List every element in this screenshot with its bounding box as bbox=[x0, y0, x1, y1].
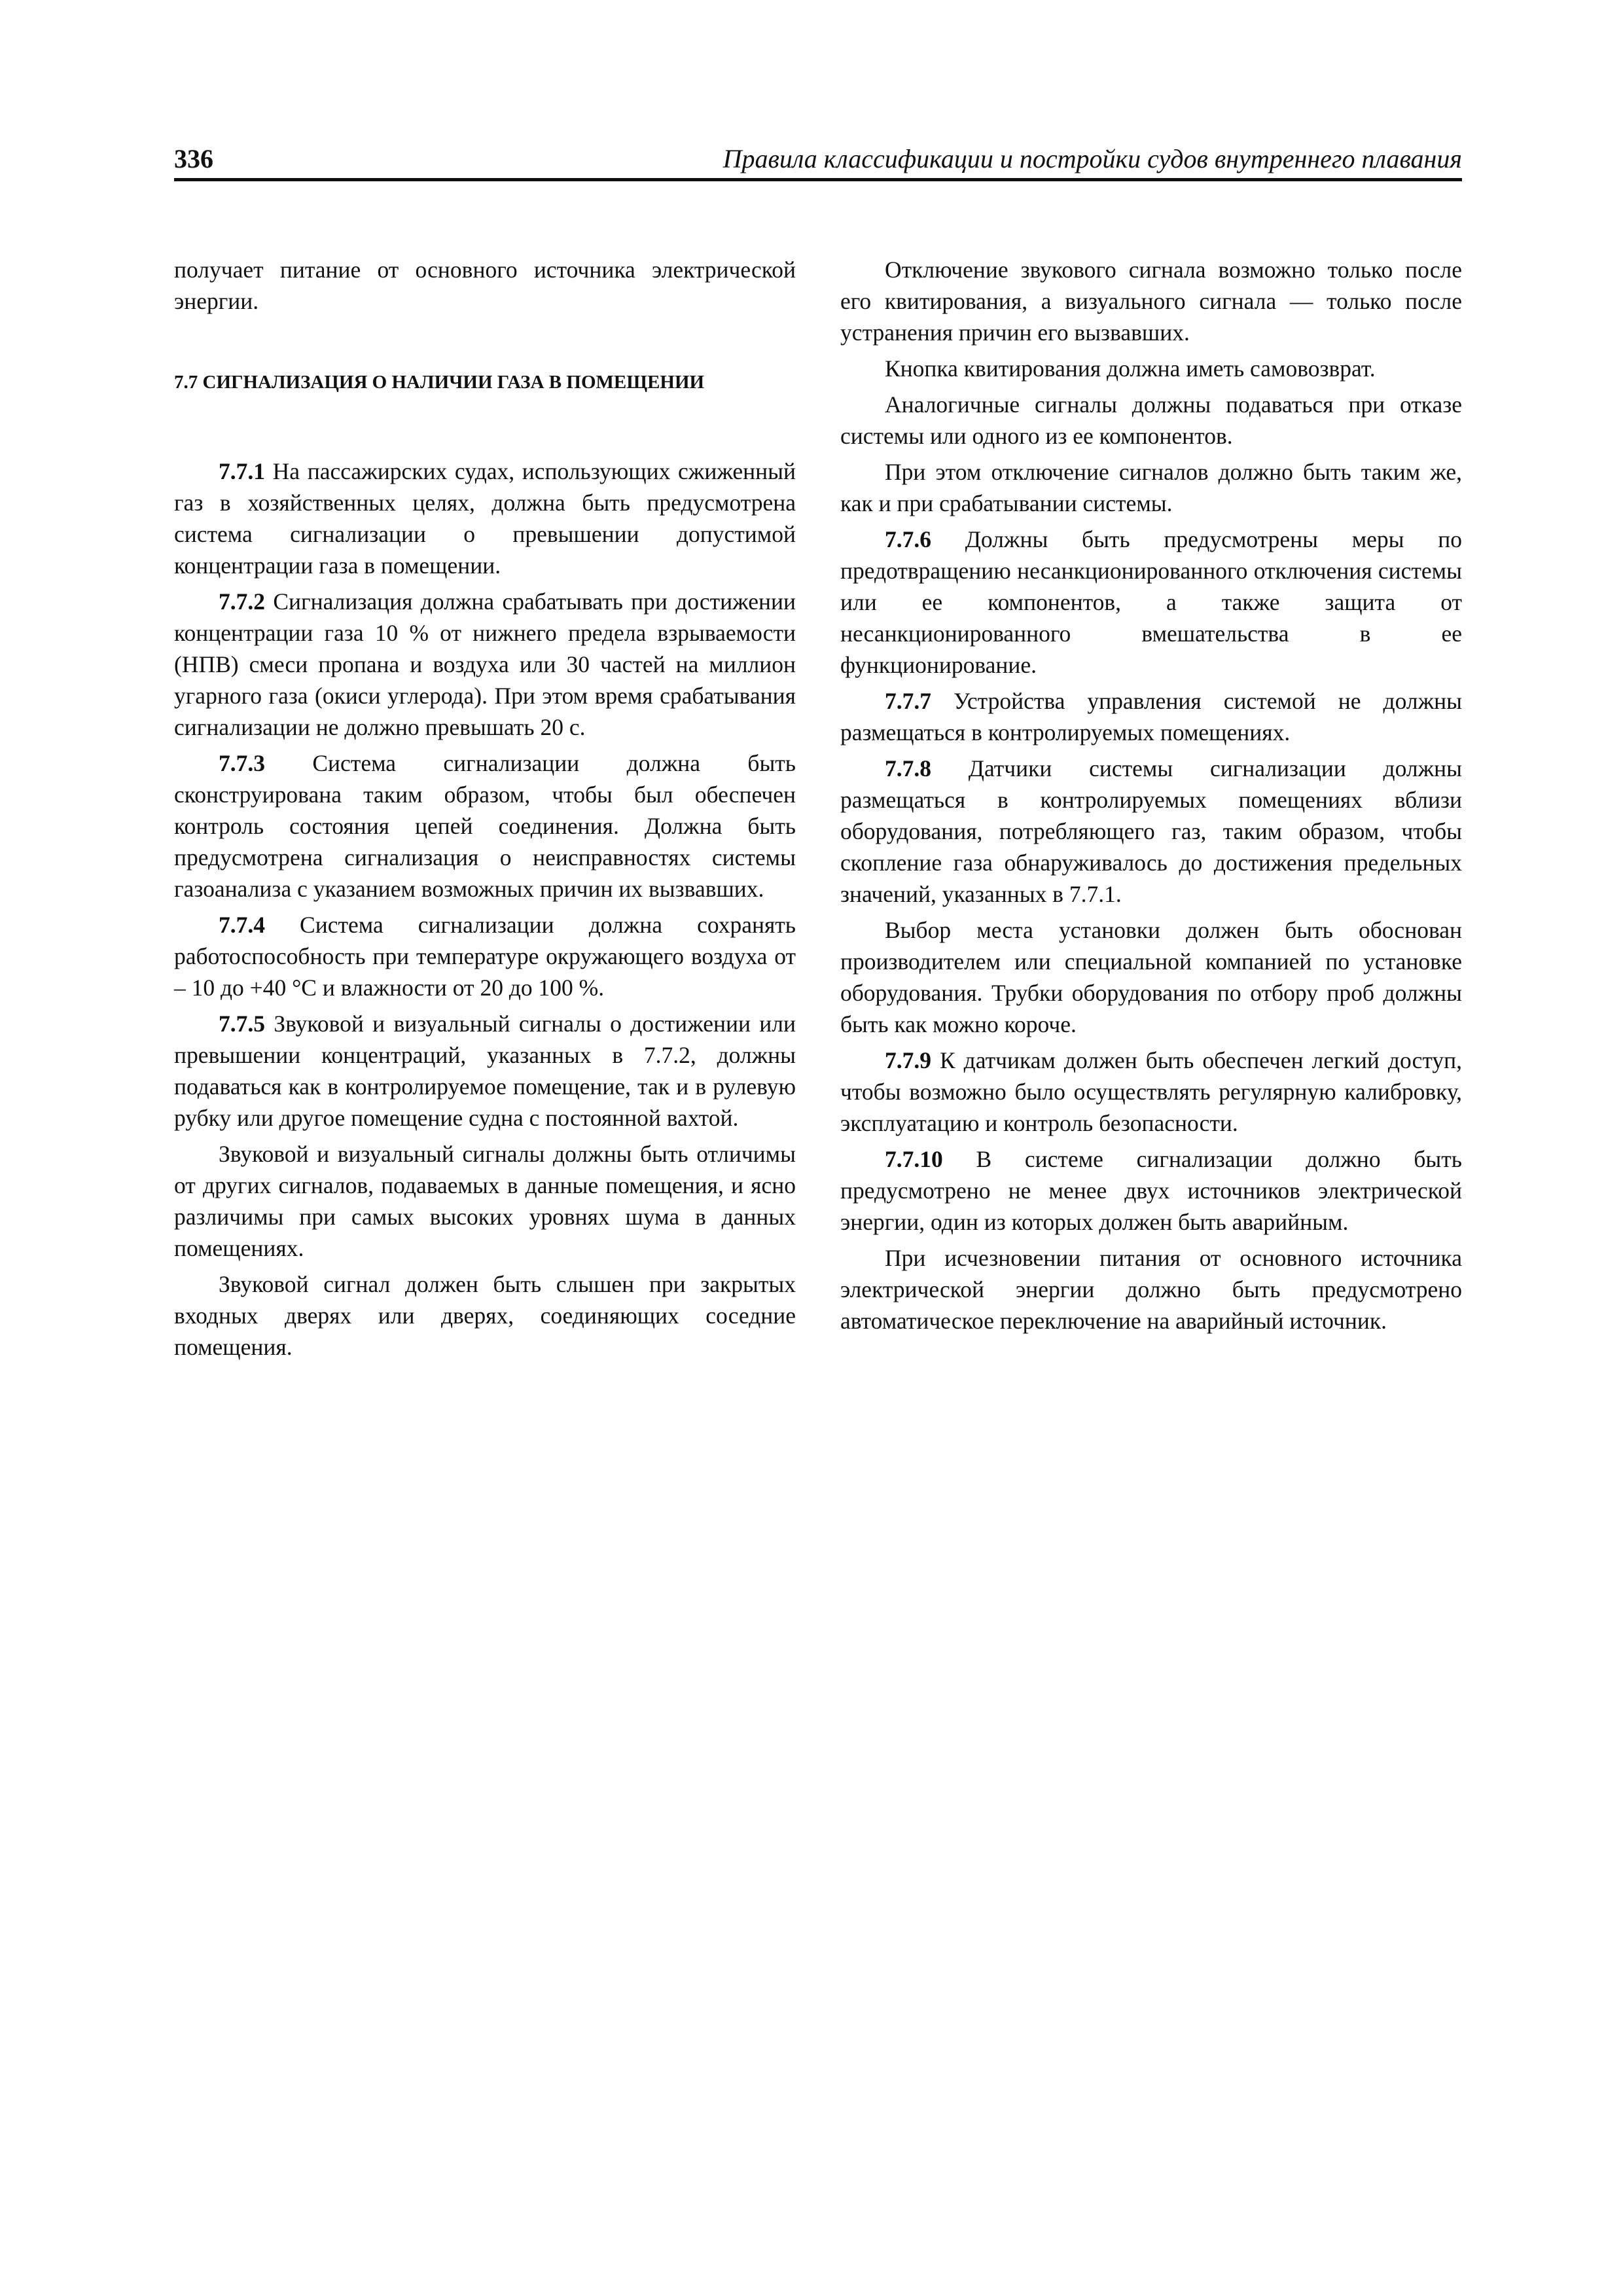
clause-text: Должны быть предусмотрены меры по предотвращению несанкционированного отключения системы или ее компонентов, а также защита от несанкционированного вмешательства в ее функционирование. bbox=[840, 526, 1462, 678]
clause-text: Система сигнализации должна сохранять работоспособность при температуре окружающего воздуха от – 10 до +40 °С и влажности от 20 до 100 %. bbox=[174, 912, 796, 1001]
clause-text: Звуковой и визуальный сигналы о достижении или превышении концентраций, указанных в 7.7.2, должны подаваться как в контролируемое помещение, так и в рулевую рубку или другое помещение судна с постоянной вахтой. bbox=[174, 1011, 796, 1131]
page-header bbox=[174, 145, 1462, 181]
paragraph-power-loss: При исчезновении питания от основного источника электрической энергии должно быть предусмотрено автоматическое переключение на аварийный источник. bbox=[840, 1245, 1462, 1334]
clause-number: 7.7.10 bbox=[885, 1146, 943, 1172]
left-column bbox=[174, 254, 796, 1367]
paragraph-7-7-9 bbox=[840, 1045, 1462, 1139]
paragraph-ack-button: Кнопка квитирования должна иметь самовозврат. bbox=[885, 355, 1376, 382]
paragraph-location-choice: Выбор места установки должен быть обоснован производителем или специальной компанией по установке оборудования. Трубки оборудования по отбору проб должны быть как можно короче. bbox=[840, 917, 1462, 1037]
clause-number: 7.7.5 bbox=[219, 1011, 265, 1037]
paragraph-7-7-6 bbox=[840, 524, 1462, 681]
paragraph-7-7-8 bbox=[840, 753, 1462, 910]
paragraph-7-7-5 bbox=[174, 1008, 796, 1134]
clause-text: На пассажирских судах, использующих сжиженный газ в хозяйственных целях, должна быть предусмотрена система сигнализации о превышении допустимой концентрации газа в помещении. bbox=[174, 458, 796, 579]
clause-number: 7.7.7 bbox=[885, 688, 931, 714]
paragraph-signal-off: Отключение звукового сигнала возможно только после его квитирования, а визуального сигнала — только после устранения причин его вызвавших. bbox=[840, 257, 1462, 346]
right-column bbox=[840, 254, 1462, 1341]
clause-number: 7.7.4 bbox=[219, 912, 265, 938]
clause-number: 7.7.8 bbox=[885, 755, 931, 781]
clause-text: К датчикам должен быть обеспечен легкий доступ, чтобы возможно было осуществлять регулярную калибровку, эксплуатацию и контроль безопасности. bbox=[840, 1047, 1462, 1136]
paragraph-similar-signals: Аналогичные сигналы должны подаваться при отказе системы или одного из ее компонентов. bbox=[840, 391, 1462, 449]
page-number: 336 bbox=[174, 144, 213, 173]
paragraph-7-7-7 bbox=[840, 685, 1462, 748]
paragraph-7-7-1 bbox=[174, 456, 796, 581]
clause-text: Система сигнализации должна быть сконструирована таким образом, чтобы был обеспечен контроль состояния цепей соединения. Должна быть предусмотрена сигнализация о неисправностях системы газоанализа с указанием возможных причин их вызвавших. bbox=[174, 750, 796, 902]
clause-number: 7.7.9 bbox=[885, 1047, 931, 1073]
clause-text: В системе сигнализации должно быть предусмотрено не менее двух источников электрической энергии, один из которых должен быть аварийным. bbox=[840, 1146, 1462, 1235]
clause-number: 7.7.6 bbox=[885, 526, 931, 552]
paragraph-7-7-2 bbox=[174, 586, 796, 743]
paragraph-7-7-3 bbox=[174, 747, 796, 905]
paragraph-7-7-4 bbox=[174, 909, 796, 1003]
paragraph-sound-visual: Звуковой и визуальный сигналы должны быть отличимы от других сигналов, подаваемых в данные помещения, и ясно различимы при самых высоких уровнях шума в данных помещениях. bbox=[174, 1141, 796, 1261]
paragraph-7-7-10 bbox=[840, 1143, 1462, 1238]
paragraph-same-off: При этом отключение сигналов должно быть таким же, как и при срабатывании системы. bbox=[840, 459, 1462, 516]
clause-text: Устройства управления системой не должны размещаться в контролируемых помещениях. bbox=[840, 688, 1462, 745]
paragraph-sound-audible: Звуковой сигнал должен быть слышен при закрытых входных дверях или дверях, соединяющих соседние помещения. bbox=[174, 1271, 796, 1360]
clause-number: 7.7.3 bbox=[219, 750, 265, 776]
intro-paragraph: получает питание от основного источника электрической энергии. bbox=[174, 257, 796, 314]
running-title: Правила классификации и постройки судов внутреннего плавания bbox=[722, 144, 1462, 173]
section-heading: 7.7 СИГНАЛИЗАЦИЯ О НАЛИЧИИ ГАЗА В ПОМЕЩЕНИИ bbox=[174, 372, 705, 393]
clause-text: Датчики системы сигнализации должны размещаться в контролируемых помещениях вблизи оборудования, потребляющего газ, таким образом, чтобы скопление газа обнаруживалось до достижения предельных значений, указанных в 7.7.1. bbox=[840, 755, 1462, 907]
clause-number: 7.7.2 bbox=[219, 588, 265, 615]
clause-text: Сигнализация должна срабатывать при достижении концентрации газа 10 % от нижнего предела взрываемости (НПВ) смеси пропана и воздуха или 30 частей на миллион угарного газа (окиси углерода). При этом время срабатывания сигнализации не должно превышать 20 с. bbox=[174, 588, 796, 740]
clause-number: 7.7.1 bbox=[219, 458, 265, 484]
